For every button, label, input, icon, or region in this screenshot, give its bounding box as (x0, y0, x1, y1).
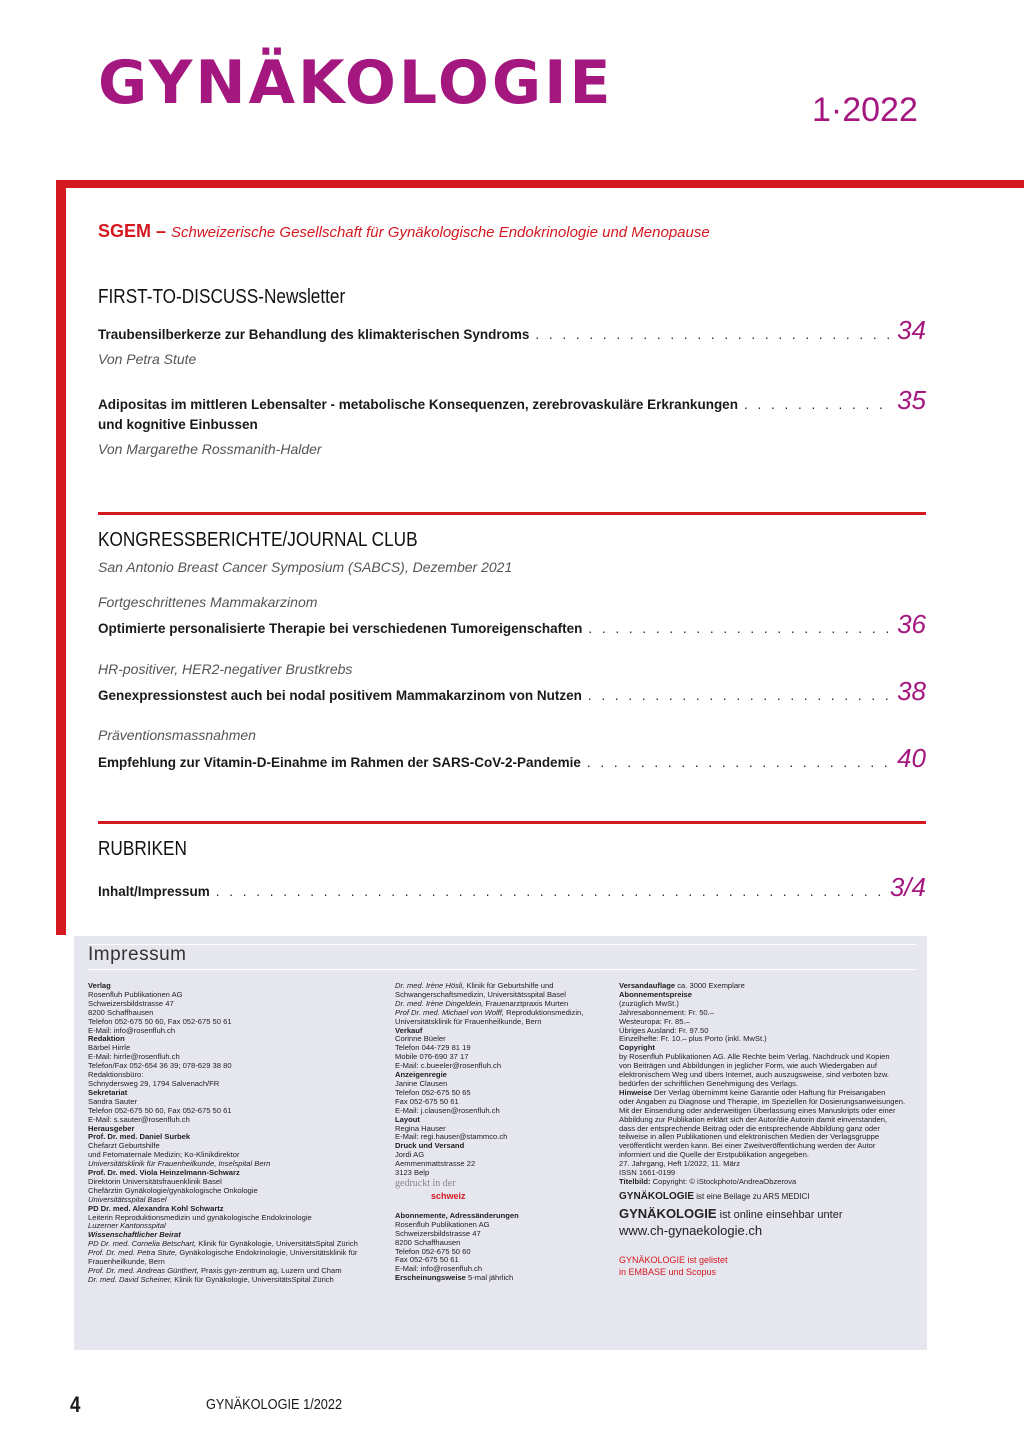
impressum-line: Fax 052-675 50 61 (395, 1096, 459, 1106)
leader-dots (588, 686, 891, 706)
toc-entry-title: Adipositas im mittleren Lebensalter - metabolische Konsequenzen, zerebrovaskuläre Erkrankungen (98, 397, 738, 412)
gedruckt-in-der-schweiz-logo (395, 1177, 600, 1210)
leader-dots (744, 395, 891, 415)
frame-left-border (56, 180, 66, 935)
impressum-line: Dr. med. Irène Dingeldein, Frauenarztpraxis Murten (395, 998, 569, 1008)
impressum-line: Telefon 052-675 50 65 (395, 1087, 471, 1097)
impressum-line: 3123 Belp (395, 1168, 430, 1178)
impressum-line: E-Mail: info@rosenfluh.ch (395, 1264, 483, 1274)
toc-kicker: Fortgeschrittenes Mammakarzinom (98, 594, 318, 610)
frame-top-border (56, 180, 1024, 188)
leader-dots (216, 882, 884, 902)
impressum-line: Redaktionsbüro: (88, 1070, 144, 1080)
impressum-line: Prof. Dr. med. Viola Heinzelmann-Schwarz (88, 1168, 240, 1178)
toc-entry-title-continued: und kognitive Einbussen (98, 417, 258, 432)
impressum-line: Telefon 052-675 50 60, Fax 052-675 50 61 (88, 1105, 232, 1115)
embase-note (619, 1254, 919, 1278)
impressum-line: Telefon/Fax 052-654 36 39; 078-629 38 80 (88, 1061, 232, 1071)
impressum-line: Telefon 052-675 50 60 (395, 1246, 471, 1256)
sgem-full-name: Schweizerische Gesellschaft für Gynäkologische Endokrinologie und Menopause (171, 224, 710, 241)
impressum-line: E-Mail: hirrle@rosenfluh.ch (88, 1052, 180, 1062)
impressum-line: 27. Jahrgang, Heft 1/2022, 11. März (619, 1159, 741, 1169)
impressum-line: Westeuropa: Fr. 85.– (619, 1016, 690, 1026)
impressum-line: Erscheinungsweise 5-mal jährlich (395, 1273, 514, 1283)
sgem-header (98, 220, 710, 244)
toc-page-number: 38 (897, 676, 926, 706)
toc-page-number: 40 (897, 743, 926, 773)
toc-kicker: Präventionsmassnahmen (98, 727, 256, 743)
impressum-line: Universitätsklinik für Frauenheilkunde, Inselspital Bern (88, 1159, 271, 1169)
impressum-line: Abbildung zur Publikation erklärt sich der Autor/die Autorin damit einverstanden, (619, 1114, 888, 1124)
toc-entry-title: Empfehlung zur Vitamin-D-Einahme im Rahmen der SARS-CoV-2-Pandemie (98, 755, 581, 770)
online-text: ist online einsehbar unter (716, 1208, 843, 1221)
impressum-line: PD Dr. med. Alexandra Kohl Schwartz (88, 1203, 224, 1213)
impressum-line: Verlag (88, 981, 111, 990)
impressum-line: PD Dr. med. Cornelia Betschart, Klinik für Gynäkologie, UniversitätsSpital Zürich (88, 1239, 358, 1249)
section-title-kongressberichte: KONGRESSBERICHTE/JOURNAL CLUB (98, 529, 418, 551)
toc-entry-title: Optimierte personalisierte Therapie bei verschiedenen Tumoreigenschaften (98, 621, 583, 636)
embase-line1: GYNÄKOLOGIE ist gelistet (619, 1254, 728, 1265)
impressum-line: Aemmenmattstrasse 22 (395, 1159, 476, 1169)
impressum-line: Herausgeber (88, 1123, 135, 1133)
impressum-line: Direktorin Universitätsfrauenklinik Basel (88, 1176, 222, 1186)
impressum-column-publisher (88, 982, 388, 1285)
impressum-line: Rosenfluh Publikationen AG (88, 989, 183, 999)
impressum-line: Versandauflage ca. 3000 Exemplare (619, 981, 745, 990)
impressum-line: Redaktion (88, 1034, 125, 1044)
impressum-line: Prof. Dr. med. Petra Stute, Gynäkologische Endokrinologie, Universitätsklinik für (88, 1248, 358, 1258)
impressum-line: dass der entsprechende Beitrag oder die entsprechende Abbildung ganz oder (619, 1123, 880, 1133)
impressum-line: Universitätsklinik für Frauenheilkunde, Bern (395, 1016, 542, 1026)
toc-entry[interactable] (98, 743, 926, 773)
impressum-line: Prof. Dr. med. Andreas Günthert, Praxis gyn-zentrum ag, Luzern und Cham (88, 1266, 342, 1275)
section-divider (98, 512, 926, 515)
toc-page-number: 34 (897, 315, 926, 345)
impressum-title: Impressum (88, 944, 187, 965)
impressum-line: Regina Hauser (395, 1123, 446, 1133)
impressum-copyright-list (619, 982, 919, 1187)
impressum-line: Jahresabonnement: Fr. 50.– (619, 1007, 714, 1017)
impressum-line: Fax 052-675 50 61 (395, 1255, 459, 1265)
impressum-contacts-list (395, 982, 600, 1178)
impressum-line: Sandra Sauter (88, 1096, 137, 1106)
impressum-line: Schweizersbildstrasse 47 (88, 998, 174, 1008)
toc-entry-title: Genexpressionstest auch bei nodal positivem Mammakarzinom von Nutzen (98, 688, 582, 703)
impressum-line: Mit der Einsendung oder anderweitigen Überlassung eines Manuskripts oder einer (619, 1105, 896, 1115)
toc-author: Von Petra Stute (98, 351, 197, 367)
impressum-line: Schnydersweg 29, 1794 Salvenach/FR (88, 1078, 220, 1088)
impressum-column-copyright (619, 982, 919, 1278)
page-number: 4 (70, 1392, 81, 1417)
toc-page-number: 36 (897, 609, 926, 639)
impressum-line: teilweise in allen Publikationen und elektronischen Medien der Verlagsgruppe (619, 1132, 880, 1142)
toc-page-number: 3/4 (889, 872, 926, 902)
toc-entry[interactable] (98, 385, 926, 459)
footer-magazine: GYNÄKOLOGIE 1/2022 (206, 1396, 343, 1413)
impressum-line: Druck und Versand (395, 1141, 465, 1151)
beilage-text: ist eine Beilage zu ARS MEDICI (694, 1191, 810, 1201)
online-magazine: GYNÄKOLOGIE (619, 1205, 717, 1221)
impressum-line: Telefon 044-729 81 19 (395, 1043, 471, 1053)
leader-dots (588, 619, 891, 639)
logo-text-line2: schweiz (431, 1190, 466, 1201)
impressum-line: Chefarzt Geburtshilfe (88, 1141, 160, 1151)
impressum-line: Dr. med. Irène Hösli, Klinik für Geburtshilfe und (395, 981, 554, 990)
impressum-line: Rosenfluh Publikationen AG (395, 1219, 490, 1229)
toc-entry[interactable] (98, 315, 926, 369)
impressum-line: Telefon 052-675 50 60, Fax 052-675 50 61 (88, 1016, 232, 1026)
impressum-line: Copyright (619, 1043, 655, 1053)
impressum-line: Abonnemente, Adressänderungen (395, 1210, 519, 1220)
impressum-line: E-Mail: info@rosenfluh.ch (88, 1025, 176, 1035)
impressum-line: Verkauf (395, 1025, 423, 1035)
impressum-box (74, 936, 927, 1350)
impressum-line: Jordi AG (395, 1150, 425, 1160)
impressum-line: Universitätsspital Basel (88, 1194, 167, 1204)
impressum-line: bedürfen der schriftlichen Genehmigung des Verlags. (619, 1078, 798, 1088)
impressum-line: Hinweise Der Verlag übernimmt keine Garantie oder Haftung für Preisangaben (619, 1087, 886, 1097)
section-divider (98, 821, 926, 824)
beilage-note (619, 1190, 919, 1202)
online-note (619, 1206, 919, 1240)
impressum-line: Schweizersbildstrasse 47 (395, 1228, 481, 1238)
impressum-line: von Beiträgen und Abbildungen in jeglicher Form, wie auch Wiedergaben auf (619, 1061, 877, 1071)
impressum-line: 8200 Schaffhausen (395, 1237, 461, 1247)
sgem-abbr: SGEM – (98, 221, 167, 241)
beilage-magazine: GYNÄKOLOGIE (619, 1190, 695, 1202)
impressum-line: oder Angaben zu Diagnose und Therapie, im Speziellen für Dosierungsanweisungen. (619, 1096, 906, 1106)
leader-dots (587, 753, 891, 773)
section-title-first-to-discuss: FIRST-TO-DISCUSS-Newsletter (98, 286, 346, 308)
toc-author: Von Margarethe Rossmanith-Halder (98, 441, 322, 457)
toc-entry[interactable] (98, 676, 926, 706)
impressum-line: und Fetomaternale Medizin; Ko-Klinikdirektor (88, 1150, 240, 1160)
impressum-line: Leiterin Reproduktionsmedizin und gynäkologische Endokrinologie (88, 1212, 312, 1222)
impressum-line: Abonnementspreise (619, 989, 693, 999)
impressum-line: Schwangerschaftsmedizin, Universitätsspital Basel (395, 989, 566, 999)
impressum-rule (88, 944, 916, 945)
leader-dots (535, 325, 891, 345)
impressum-line: Corinne Büeler (395, 1034, 446, 1044)
impressum-line: Wissenschaftlicher Beirat (88, 1230, 181, 1240)
website-link[interactable]: www.ch-gynaekologie.ch (619, 1222, 763, 1238)
impressum-line: Janine Clausen (395, 1078, 448, 1088)
impressum-line: elektronischem Weg und übers Internet, auch auszugsweise, sind verboten bzw. (619, 1070, 890, 1080)
toc-kicker: HR-positiver, HER2-negativer Brustkrebs (98, 661, 353, 677)
impressum-line: E-Mail: c.bueeler@rosenfluh.ch (395, 1061, 502, 1071)
toc-entry[interactable] (98, 872, 926, 902)
impressum-line: Chefärztin Gynäkologie/gynäkologische Onkologie (88, 1185, 258, 1195)
impressum-line: Übriges Ausland: Fr. 97.50 (619, 1025, 709, 1035)
impressum-line: Mobile 076-690 37 17 (395, 1052, 469, 1062)
toc-entry-title: Inhalt/Impressum (98, 884, 210, 899)
impressum-line: Anzeigenregie (395, 1070, 447, 1080)
impressum-line: Sekretariat (88, 1087, 128, 1097)
logo-text-line1: gedruckt in der (395, 1177, 456, 1189)
impressum-line: by Rosenfluh Publikationen AG. Alle Rechte beim Verlag. Nachdruck und Kopien (619, 1052, 890, 1062)
section-title-rubriken: RUBRIKEN (98, 838, 187, 860)
masthead-title: GYNÄKOLOGIE (98, 48, 614, 118)
impressum-line: Einzelhefte: Fr. 10.– plus Porto (inkl. MwSt.) (619, 1034, 767, 1044)
impressum-line: Prof. Dr. med. Daniel Surbek (88, 1132, 191, 1142)
impressum-line: ISSN 1661-0199 (619, 1168, 676, 1178)
impressum-line: E-Mail: regi.hauser@stammco.ch (395, 1132, 508, 1142)
toc-entry-title: Traubensilberkerze zur Behandlung des klimakterischen Syndroms (98, 327, 530, 342)
impressum-line: Bärbel Hirrle (88, 1043, 131, 1053)
impressum-line: (zuzüglich MwSt.) (619, 998, 679, 1008)
impressum-line: Dr. med. David Scheiner, Klinik für Gynäkologie, UniversitätsSpital Zürich (88, 1274, 334, 1284)
impressum-column-contacts (395, 982, 600, 1283)
impressum-rule (88, 969, 916, 970)
impressum-line: informiert und die Quelle der Erstpublikation angegeben. (619, 1150, 809, 1160)
impressum-line: E-Mail: s.sauter@rosenfluh.ch (88, 1114, 190, 1124)
impressum-line: Layout (395, 1114, 420, 1124)
impressum-line: 8200 Schaffhausen (88, 1007, 154, 1017)
impressum-abo-list (395, 1212, 600, 1283)
toc-entry[interactable] (98, 609, 926, 639)
impressum-line: Luzerner Kantonsspital (88, 1221, 166, 1231)
impressum-line: Prof Dr. med. Michael von Wolff, Reproduktionsmedizin, (395, 1007, 584, 1017)
impressum-line: veröffentlicht werden kann. Bei einer Zweitveröffentlichung werden der Autor (619, 1141, 876, 1151)
toc-page-number: 35 (897, 385, 926, 415)
impressum-line: Titelbild: Copyright: © iStockphoto/AndreaObzerova (619, 1176, 797, 1186)
impressum-line: E-Mail: j.clausen@rosenfluh.ch (395, 1105, 500, 1115)
embase-line2: in EMBASE und Scopus (619, 1266, 717, 1277)
section-subtitle: San Antonio Breast Cancer Symposium (SABCS), Dezember 2021 (98, 559, 513, 575)
impressum-line: Frauenheilkunde, Bern (88, 1257, 165, 1267)
issue-number: 1·2022 (812, 91, 918, 129)
